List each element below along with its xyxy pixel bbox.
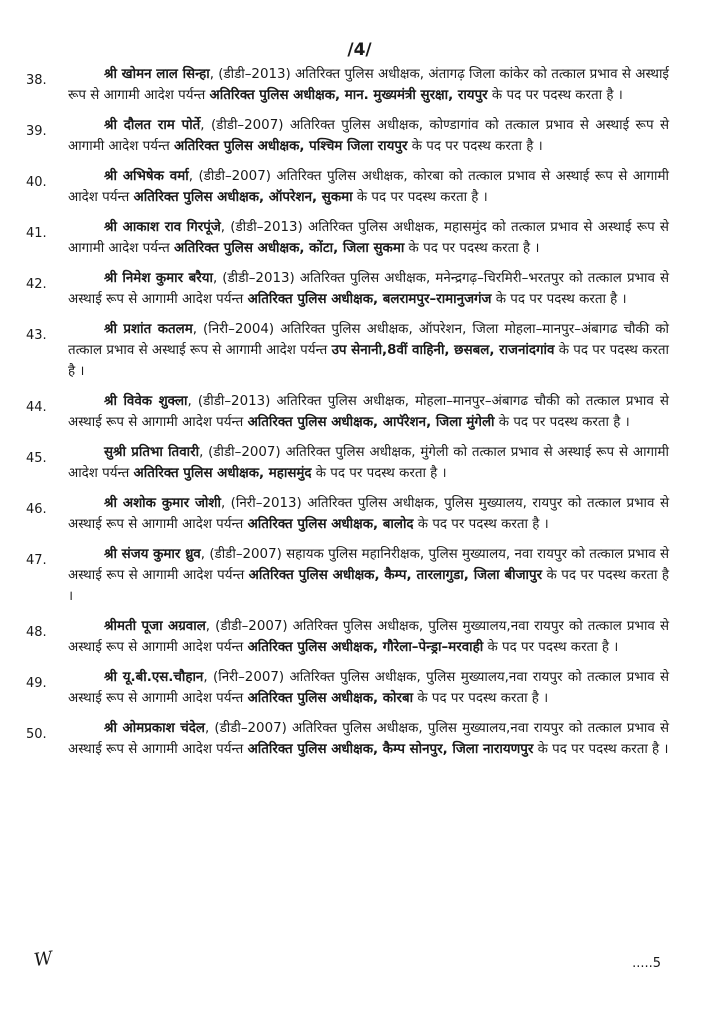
entry-closing: के पद पर पदस्थ करता है । (413, 517, 549, 532)
order-entry (0, 442, 719, 484)
officer-name: श्री प्रशांत कतलम (104, 322, 193, 337)
entry-text: , (निरी–2007) अतिरिक्त पुलिस अधीक्षक, पुलिस मुख्यालय,नवा रायपुर को तत्काल प्रभाव से अस्थाई रूप से आगामी आदेश पर्यन्त (68, 670, 669, 706)
entry-number: 43. (26, 328, 47, 343)
page-number: /4/ (347, 40, 372, 60)
new-post: अतिरिक्त पुलिस अधीक्षक, पश्चिम जिला रायपुर (173, 139, 408, 154)
order-entry (0, 166, 719, 208)
entry-text: , (डीडी–2013) अतिरिक्त पुलिस अधीक्षक, महासमुंद को तत्काल प्रभाव से अस्थाई रूप से आगामी आदेश पर्यन्त (68, 220, 669, 256)
order-entry (0, 544, 719, 607)
new-post: उप सेनानी,8वीं वाहिनी, छसबल, राजनांदगांव (331, 343, 555, 358)
order-entry (0, 115, 719, 157)
entry-closing: के पद पर पदस्थ करता है । (404, 241, 540, 256)
entry-number: 39. (26, 124, 47, 139)
entry-number: 47. (26, 553, 47, 568)
new-post: अतिरिक्त पुलिस अधीक्षक, कैम्प सोनपुर, जिला नारायणपुर (247, 742, 534, 757)
entry-text: , (डीडी–2007) अतिरिक्त पुलिस अधीक्षक, पुलिस मुख्यालय,नवा रायपुर को तत्काल प्रभाव से अस्थाई रूप से आगामी आदेश पर्यन्त (68, 721, 669, 757)
entry-number: 42. (26, 277, 47, 292)
order-entry (0, 391, 719, 433)
new-post: अतिरिक्त पुलिस अधीक्षक, मान. मुख्यमंत्री सुरक्षा, रायपुर (209, 88, 488, 103)
entry-closing: के पद पर पदस्थ करता है । (311, 466, 447, 481)
officer-name: श्री अशोक कुमार जोशी (104, 496, 221, 511)
entry-text: , (डीडी–2007) सहायक पुलिस महानिरीक्षक, पुलिस मुख्यालय, नवा रायपुर को तत्काल प्रभाव से अस्थाई रूप से आगामी आदेश पर्यन्त (68, 547, 669, 583)
entry-closing: के पद पर पदस्थ करता है । (483, 640, 619, 655)
entry-closing: के पद पर पदस्थ करता है । (413, 691, 549, 706)
entry-number: 46. (26, 502, 47, 517)
officer-name: श्री आकाश राव गिरपूंजे (104, 220, 221, 235)
entry-text: , (डीडी–2013) अतिरिक्त पुलिस अधीक्षक, मोहला–मानपुर–अंबागढ चौकी को तत्काल प्रभाव से अस्थाई रूप से आगामी आदेश पर्यन्त (68, 394, 669, 430)
officer-name: श्री ओमप्रकाश चंदेल (104, 721, 205, 736)
entry-number: 49. (26, 676, 47, 691)
order-entry (0, 319, 719, 382)
officer-name: श्रीमती पूजा अग्रवाल (104, 619, 206, 634)
entry-text: , (निरी–2004) अतिरिक्त पुलिस अधीक्षक, ऑपरेशन, जिला मोहला–मानपुर–अंबागढ चौकी को तत्काल प्रभाव से अस्थाई रूप से आगामी आदेश पर्यन्त (68, 322, 669, 358)
entry-closing: के पद पर पदस्थ करता है । (352, 190, 488, 205)
officer-name: सुश्री प्रतिभा तिवारी (104, 445, 200, 460)
entry-text: , (डीडी–2007) अतिरिक्त पुलिस अधीक्षक, मुंगेली को तत्काल प्रभाव से अस्थाई रूप से आगामी आदेश पर्यन्त (68, 445, 669, 481)
entry-closing: के पद पर पदस्थ करता है । (487, 88, 623, 103)
entry-number: 41. (26, 226, 47, 241)
new-post: अतिरिक्त पुलिस अधीक्षक, महासमुंद (133, 466, 312, 481)
entry-number: 45. (26, 451, 47, 466)
officer-name: श्री संजय कुमार ध्रुव (104, 547, 201, 562)
entry-text: , (डीडी–2013) अतिरिक्त पुलिस अधीक्षक, अंतागढ़ जिला कांकेर को तत्काल प्रभाव से अस्थाई रूप से आगामी आदेश पर्यन्त (68, 67, 669, 103)
order-entry (0, 667, 719, 709)
entry-number: 40. (26, 175, 47, 190)
entry-closing: के पद पर पदस्थ करता है । (68, 568, 669, 604)
new-post: अतिरिक्त पुलिस अधीक्षक, कोरबा (247, 691, 414, 706)
new-post: अतिरिक्त पुलिस अधीक्षक, बलरामपुर–रामानुजगंज (247, 292, 492, 307)
order-entry (0, 268, 719, 310)
order-entry (0, 718, 719, 760)
new-post: अतिरिक्त पुलिस अधीक्षक, गौरेला–पेन्ड्रा–मरवाही (247, 640, 484, 655)
entry-closing: के पद पर पदस्थ करता है । (533, 742, 669, 757)
officer-name: श्री विवेक शुक्ला (104, 394, 188, 409)
entry-text: , (डीडी–2013) अतिरिक्त पुलिस अधीक्षक, मनेन्द्रगढ़–चिरमिरी–भरतपुर को तत्काल प्रभाव से अस्थाई रूप से आगामी आदेश पर्यन्त (68, 271, 669, 307)
new-post: अतिरिक्त पुलिस अधीक्षक, ऑपरेशन, सुकमा (133, 190, 353, 205)
entry-text: , (डीडी–2007) अतिरिक्त पुलिस अधीक्षक, पुलिस मुख्यालय,नवा रायपुर को तत्काल प्रभाव से अस्थाई रूप से आगामी आदेश पर्यन्त (68, 619, 669, 655)
new-post: अतिरिक्त पुलिस अधीक्षक, कैम्प, तारलागुडा, जिला बीजापुर (248, 568, 543, 583)
handwritten-initials: W (32, 947, 53, 972)
entry-closing: के पद पर पदस्थ करता है । (494, 415, 630, 430)
entry-closing: के पद पर पदस्थ करता है । (68, 343, 669, 379)
entry-number: 48. (26, 625, 47, 640)
entry-number: 44. (26, 400, 47, 415)
order-entries-list (0, 64, 719, 769)
officer-name: श्री खोमन लाल सिन्हा (104, 67, 210, 82)
new-post: अतिरिक्त पुलिस अधीक्षक, बालोद (247, 517, 414, 532)
entry-closing: के पद पर पदस्थ करता है । (491, 292, 627, 307)
new-post: अतिरिक्त पुलिस अधीक्षक, आपॅरेशन, जिला मुंगेली (247, 415, 495, 430)
entry-closing: के पद पर पदस्थ करता है । (407, 139, 543, 154)
entry-number: 38. (26, 73, 47, 88)
officer-name: श्री अभिषेक वर्मा (104, 169, 189, 184)
officer-name: श्री निमेश कुमार बरैया (104, 271, 213, 286)
new-post: अतिरिक्त पुलिस अधीक्षक, कोंटा, जिला सुकमा (173, 241, 405, 256)
entry-text: , (निरी–2013) अतिरिक्त पुलिस अधीक्षक, पुलिस मुख्यालय, रायपुर को तत्काल प्रभाव से अस्थाई रूप से आगामी आदेश पर्यन्त (68, 496, 669, 532)
officer-name: श्री यू.बी.एस.चौहान (104, 670, 204, 685)
order-entry (0, 493, 719, 535)
entry-text: , (डीडी–2007) अतिरिक्त पुलिस अधीक्षक, कोण्डागांव को तत्काल प्रभाव से अस्थाई रूप से आगामी आदेश पर्यन्त (68, 118, 669, 154)
officer-name: श्री दौलत राम पोर्ते (104, 118, 201, 133)
entry-text: , (डीडी–2007) अतिरिक्त पुलिस अधीक्षक, कोरबा को तत्काल प्रभाव से अस्थाई रूप से आगामी आदेश पर्यन्त (68, 169, 669, 205)
order-entry (0, 217, 719, 259)
entry-number: 50. (26, 727, 47, 742)
order-entry (0, 64, 719, 106)
next-page-marker: .....5 (632, 956, 661, 971)
order-entry (0, 616, 719, 658)
